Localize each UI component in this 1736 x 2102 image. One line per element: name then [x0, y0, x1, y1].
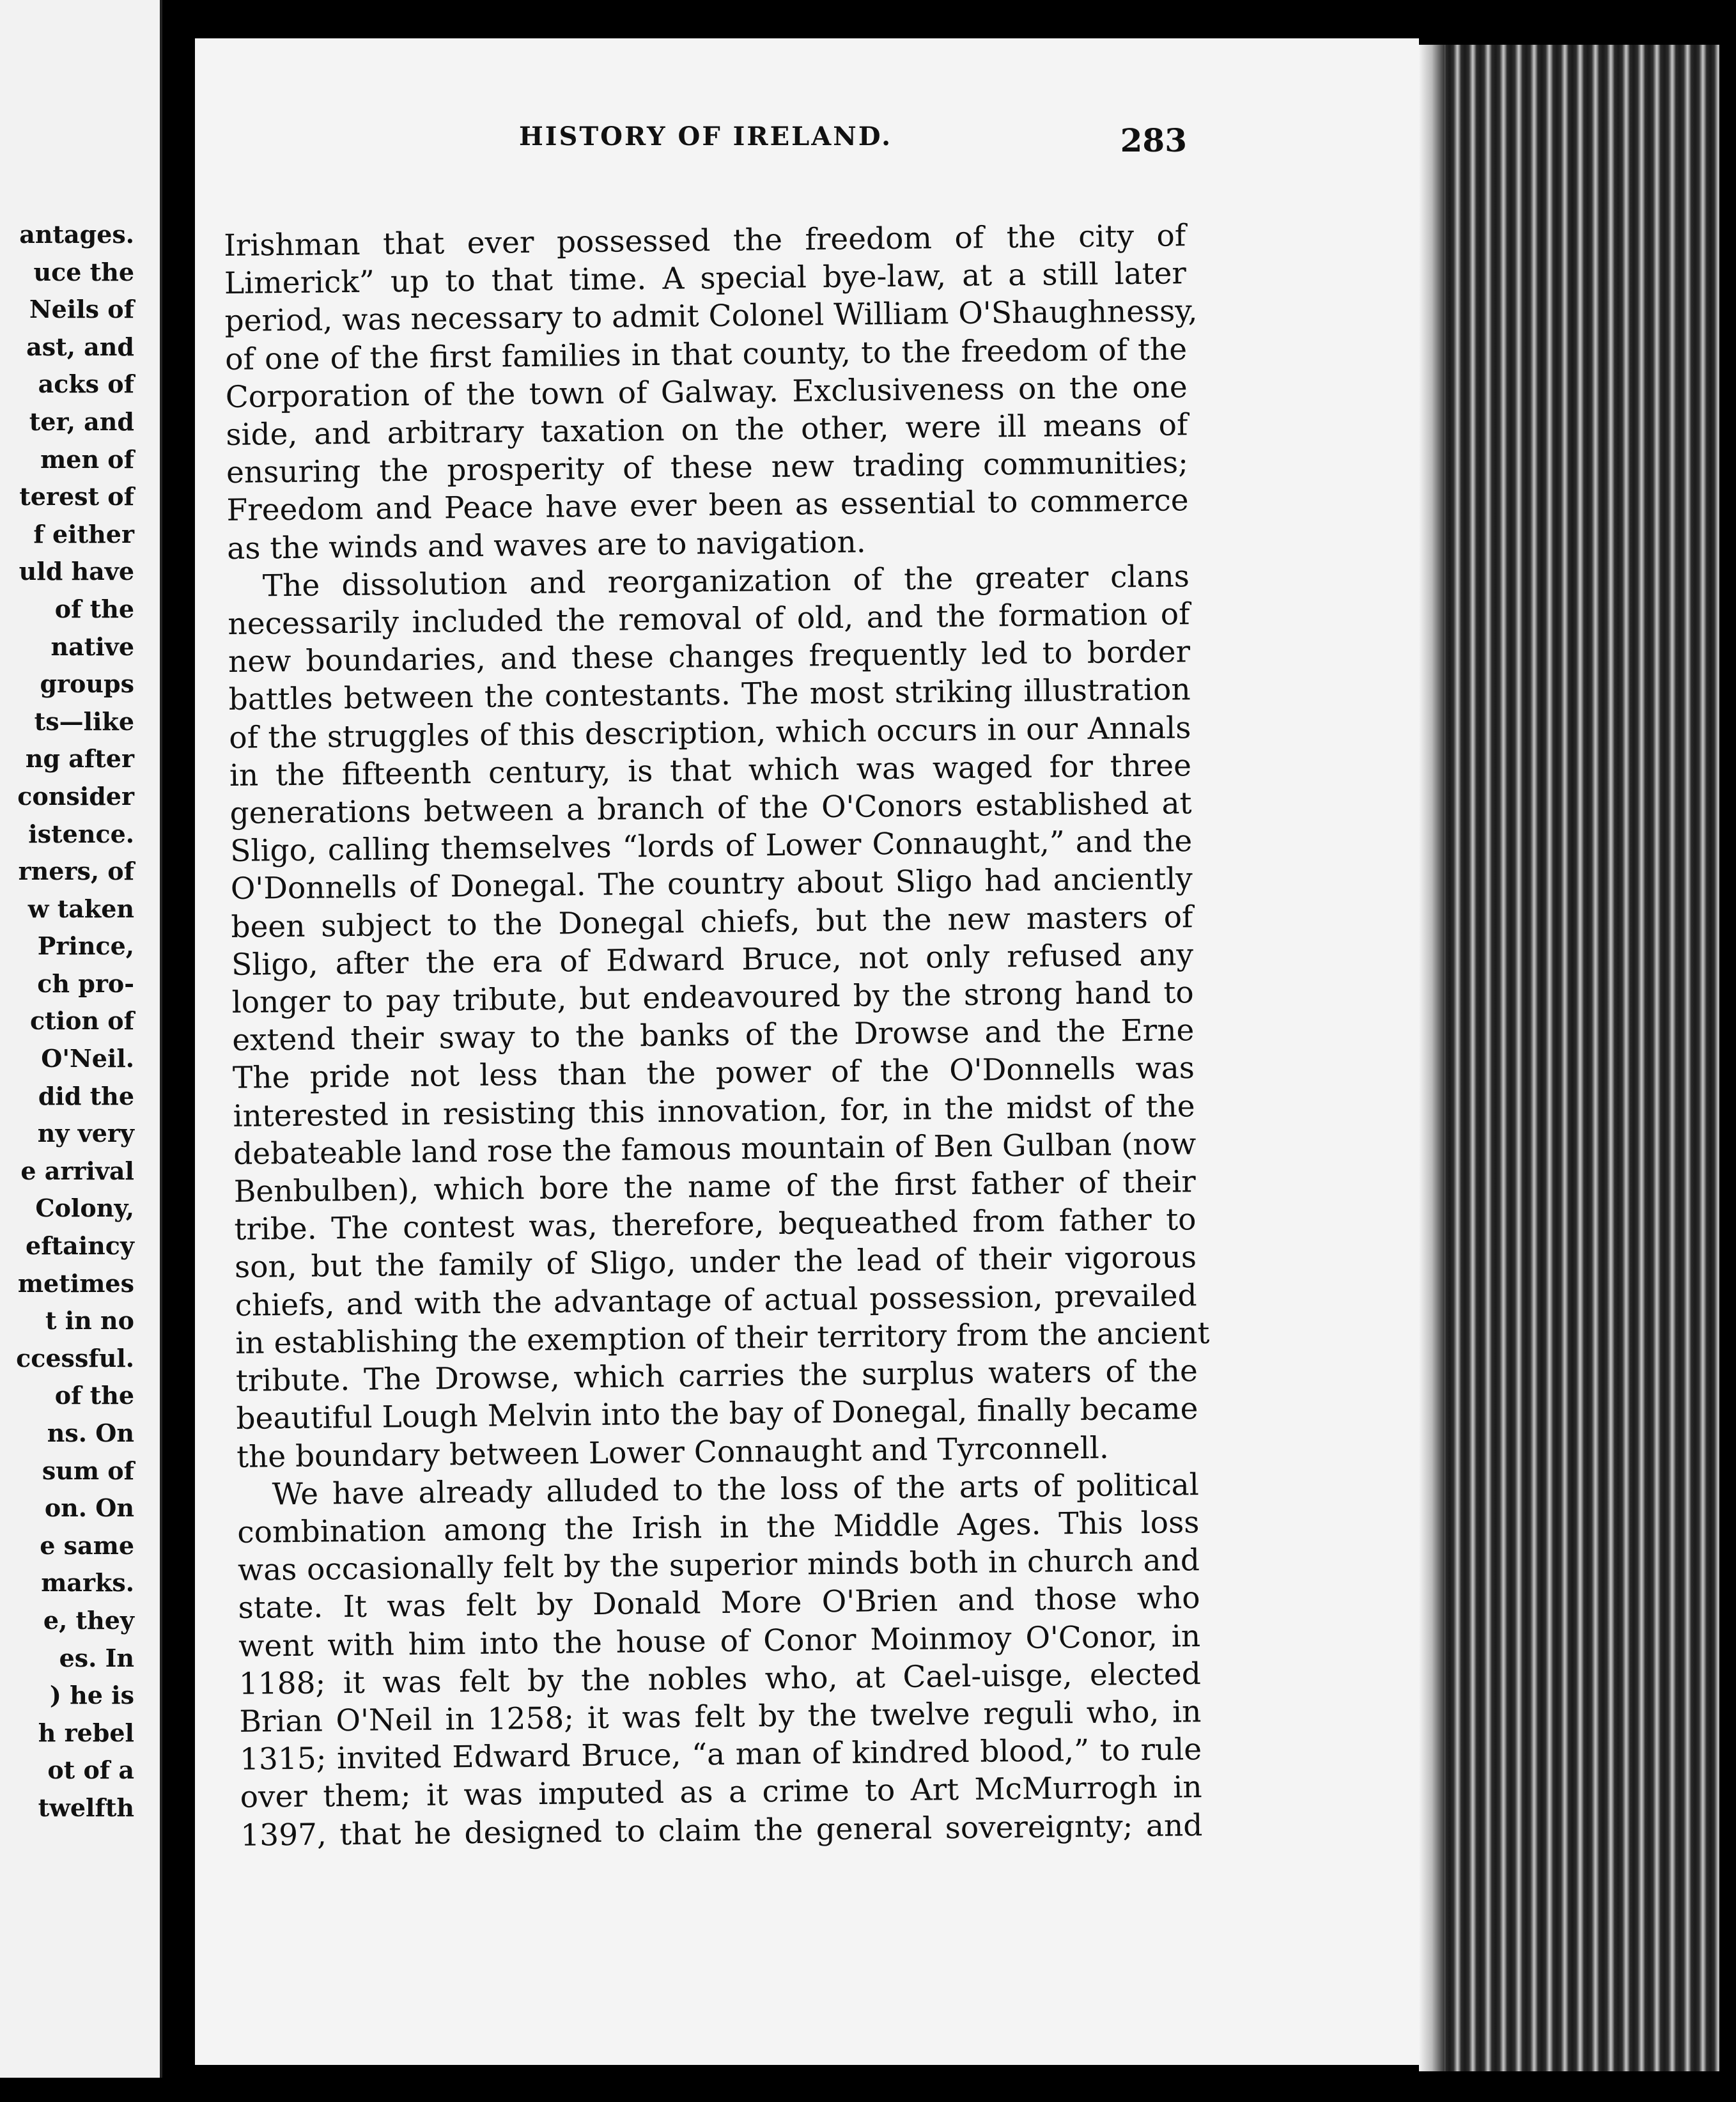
text-line: son, but the family of Sligo, under the lead of their vigorous	[234, 1240, 1197, 1286]
facing-page-line: acks of	[38, 370, 134, 399]
facing-page-line: Colony,	[35, 1194, 134, 1223]
text-line: O'Donnells of Donegal. The country about Sligo had anciently	[230, 861, 1193, 907]
text-line: side, and arbitrary taxation on the other, were ill means of	[226, 407, 1188, 453]
facing-page-line: w taken	[27, 894, 134, 923]
text-line: combination among the Irish in the Middle Ages. This loss	[237, 1505, 1200, 1550]
text-line: necessarily included the removal of old, and the formation of	[228, 596, 1190, 642]
facing-page-line: Prince,	[37, 931, 134, 961]
text-line: in the fifteenth century, is that which was waged for three	[229, 748, 1192, 793]
text-line: debateable land rose the famous mountain of Ben Gulban (now	[233, 1126, 1197, 1172]
facing-page-line: ter, and	[29, 407, 134, 436]
facing-page-line: marks.	[41, 1568, 134, 1598]
text-line: Freedom and Peace have ever been as essential to commerce	[226, 483, 1189, 529]
text-line: period, was necessary to admit Colonel William O'Shaughnessy,	[224, 293, 1198, 339]
text-line: in establishing the exemption of their territory from the ancient	[235, 1315, 1210, 1361]
text-line: extend their sway to the banks of the Drowse and the Erne	[232, 1013, 1195, 1059]
facing-page-line: ) he is	[49, 1681, 134, 1710]
book-page-edges	[1419, 45, 1719, 2071]
facing-page-line: terest of	[19, 482, 134, 511]
facing-page-text	[16, 216, 134, 1827]
facing-page-line: rners, of	[18, 857, 134, 886]
text-line: generations between a branch of the O'Conors established at	[229, 786, 1192, 831]
text-line: The dissolution and reorganization of the greater clans	[262, 559, 1190, 604]
facing-page-line: ng after	[25, 744, 134, 774]
facing-page-line: did the	[38, 1081, 134, 1110]
facing-page-line: uce the	[33, 257, 134, 286]
facing-page-line: groups	[40, 669, 134, 699]
facing-page-line: uld have	[19, 557, 134, 586]
facing-page-line: e arrival	[20, 1156, 134, 1185]
text-line: interested in resisting this innovation, for, in the midst of the	[233, 1088, 1195, 1134]
text-line: We have already alluded to the loss of the arts of political	[272, 1467, 1199, 1513]
facing-page-line: consider	[17, 781, 134, 811]
facing-page-line: e same	[40, 1530, 134, 1560]
facing-page-line: ns. On	[47, 1419, 134, 1447]
text-line: the boundary between Lower Connaught and Tyrconnell.	[236, 1430, 1110, 1475]
facing-page-line: on. On	[44, 1493, 134, 1523]
text-line: state. It was felt by Donald More O'Brien and those who	[238, 1580, 1200, 1626]
facing-page-line: twelfth	[38, 1793, 134, 1822]
facing-page-line: ccessful.	[16, 1343, 134, 1373]
facing-page-line: ts—like	[34, 706, 134, 736]
text-line: chiefs, and with the advantage of actual possession, prevailed	[235, 1277, 1197, 1323]
facing-page-line: es. In	[59, 1643, 134, 1672]
page-number: 283	[1120, 121, 1187, 159]
text-line: tribute. The Drowse, which carries the surplus waters of the	[235, 1353, 1198, 1399]
facing-page-line: sum of	[42, 1456, 134, 1485]
facing-page-line: ction of	[29, 1006, 134, 1036]
facing-page-line: of the	[54, 1381, 134, 1410]
facing-page-line: eftaincy	[26, 1231, 134, 1261]
running-head-title: HISTORY OF IRELAND.	[519, 121, 893, 152]
text-line: of the struggles of this description, which occurs in our Annals	[229, 710, 1191, 756]
facing-page-line: metimes	[17, 1268, 134, 1298]
facing-page-line: e, they	[43, 1605, 134, 1635]
text-line: Sligo, after the era of Edward Bruce, not only refused any	[231, 937, 1194, 983]
text-line: Sligo, calling themselves “lords of Lower Connaught,” and the	[229, 823, 1193, 869]
text-line: The pride not less than the power of the O'Donnells was	[232, 1050, 1195, 1096]
facing-page-line: h rebel	[38, 1718, 134, 1747]
facing-page-line: antages.	[19, 220, 134, 249]
facing-page-line: Neils of	[29, 295, 134, 324]
facing-page	[0, 0, 162, 2078]
facing-page-line: men of	[40, 444, 134, 474]
facing-page-line: ch pro-	[37, 969, 134, 998]
text-line: went with him into the house of Conor Moinmoy O'Conor, in	[238, 1618, 1201, 1664]
text-line: 1397, that he designed to claim the general sovereignty; and	[240, 1807, 1203, 1853]
text-line: 1315; invited Edward Bruce, “a man of kindred blood,” to rule	[239, 1732, 1202, 1777]
text-line: as the winds and waves are to navigation.	[226, 524, 866, 566]
text-line: Benbulben), which bore the name of the first father of their	[233, 1164, 1197, 1210]
facing-page-line: ny very	[37, 1119, 134, 1148]
facing-page-line: t in no	[45, 1306, 134, 1335]
text-line: 1188; it was felt by the nobles who, at Cael-uisge, elected	[238, 1656, 1202, 1702]
facing-page-line: istence.	[28, 819, 134, 848]
text-line: over them; it was imputed as a crime to Art McMurrogh in	[240, 1770, 1202, 1816]
facing-page-line: ast, and	[26, 332, 134, 361]
text-line: battles between the contestants. The most striking illustration	[228, 672, 1191, 718]
text-line: was occasionally felt by the superior minds both in church and	[237, 1543, 1200, 1588]
facing-page-line: native	[50, 632, 134, 661]
text-line: beautiful Lough Melvin into the bay of Donegal, finally became	[236, 1391, 1198, 1437]
text-line: Limerick” up to that time. A special bye-law, at a still later	[224, 256, 1187, 302]
text-line: Irishman that ever possessed the freedom of the city of	[224, 218, 1186, 263]
text-line: longer to pay tribute, but endeavoured by the strong hand to	[231, 975, 1194, 1020]
text-line: tribe. The contest was, therefore, bequeathed from father to	[234, 1202, 1197, 1248]
text-line: of one of the first families in that county, to the freedom of the	[224, 331, 1188, 377]
text-line: Corporation of the town of Galway. Exclusiveness on the one	[225, 370, 1188, 415]
text-line: Brian O'Neil in 1258; it was felt by the twelve reguli who, in	[239, 1694, 1202, 1740]
text-line: new boundaries, and these changes frequently led to border	[228, 634, 1191, 680]
text-line: been subject to the Donegal chiefs, but the new masters of	[231, 899, 1193, 945]
facing-page-line: ot of a	[47, 1756, 134, 1785]
facing-page-line: f either	[33, 519, 134, 549]
facing-page-line: of the	[54, 594, 134, 623]
body-text	[224, 217, 1210, 1854]
text-line: ensuring the prosperity of these new trading communities;	[226, 445, 1189, 491]
facing-page-line: O'Neil.	[41, 1044, 134, 1073]
